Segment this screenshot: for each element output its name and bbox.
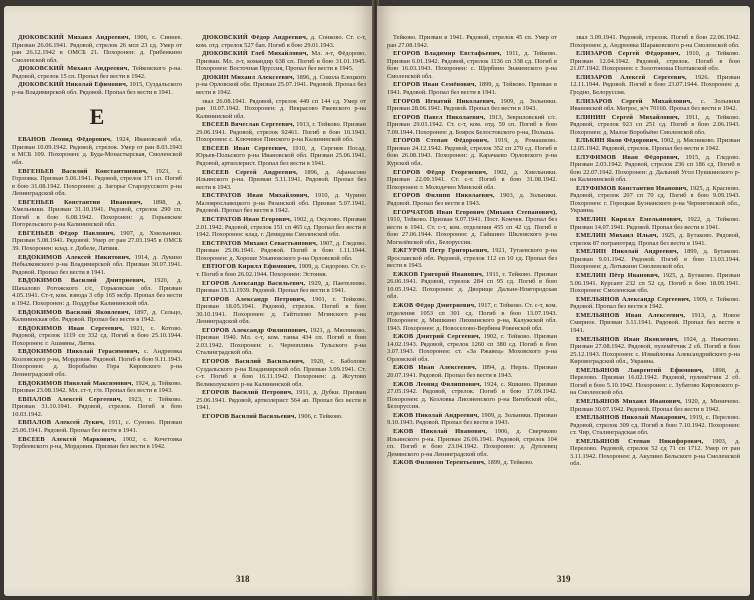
entry-details: 1924, д. Никитино. Призван 27.08.1942. Рядовой, пулемётчик 2 сб. Погиб в бою 25.12.1943. Похоронен: с. Измайловка Александрийского р-на Кировоградской обл., Украина. xyxy=(570,335,740,366)
entry-name: ЕВДОКИМОВ Василий Яковлевич, xyxy=(18,308,131,316)
entry-name: ЕВСТРАТОВ Иван Михайлович, xyxy=(202,192,310,200)
entry-name: ДЮКОВСКИЙ Глеб Михайлович, xyxy=(202,50,309,58)
entry-name: ЕЛУФИМОВ Константин Иванович, xyxy=(576,184,689,192)
entry-details: 1896, д. Афанасово Ильинского р-на. Призван 5.11.1941. Рядовой. Пропал без вести в 1943. xyxy=(196,168,366,191)
entry-details: Тейковского р-на. Рядовой, стрелок 15 сп. Пропал без вести в 1942. xyxy=(12,65,182,80)
memorial-entry xyxy=(196,413,366,421)
entry-details: 1899, д. Бутаково. Призван 9.01.1942. Рядовой. Погиб в бою 13.03.1944. Похоронен: д. Лотыкино Смоленской обл. xyxy=(570,248,740,271)
entry-details: 1902, д. Мясниково. Призван 12.05.1942. Рядовой, стрелок. Пропал без вести в 1942. xyxy=(570,137,740,152)
entry-name: ЕВДОКИМОВ Иван Сергеевич, xyxy=(18,324,124,332)
entry-details: 1907, д. Гледово. Призван 25.06.1941. Рядовой. Погиб в бою 1.11.1944. Похоронен: д. Хороше Ульяновского р-на Орловской обл. xyxy=(196,239,366,262)
memorial-entry xyxy=(12,254,182,277)
entry-details: 1925, д. Красново. Рядовой, стрелок 207 сп 70 сд. Погиб в бою 9.09.1943. Похоронен: г. Гороцкая Буэнанского р-на Черниговской обл., Украина. xyxy=(570,184,740,215)
entry-name: ЕЖКОВ Григорий Иванович, xyxy=(393,270,484,278)
entry-details: с. Андреевка Козловского р-на, Мордовия. Рядовой. Погиб в бою 9.11.1943. Похоронен: д. Воробьёво Гора Кировского р-на Ленинградской обл. xyxy=(12,348,182,378)
memorial-entry xyxy=(387,459,557,467)
memorial-entry xyxy=(387,364,557,379)
entry-name: ЕВПАЛОВ Алексей Лукич, xyxy=(18,419,105,427)
memorial-entry xyxy=(12,168,182,198)
entry-name: ЕЖОВ Иван Алексеевич, xyxy=(393,364,477,372)
entry-name: ЕГОРОВ Василий Васильевич, xyxy=(202,358,305,366)
memorial-entry xyxy=(570,216,740,231)
entry-details: 1902, с. Кочетовка Торбеевского р-на, Мордовия. Призван без вести в 1942. xyxy=(12,435,182,451)
entry-details: 1911, д. Дубки. Призван 25.06.1941. Рядовой, артиллерист 564 ап. Пропал без вести в 1941. xyxy=(196,389,366,412)
memorial-entry xyxy=(387,209,557,247)
entry-name: ЕЛЬКИН Яков Фёдорович, xyxy=(576,137,659,145)
memorial-entry xyxy=(387,428,557,458)
memorial-entry xyxy=(570,414,740,437)
entry-details: 1903, д. Перелово. Рядовой, стрелок 52 сд 71 сп 1712. Умер от ран 3.11.1942. Похоронен: д. Акулино Бельского р-на Смоленской обл. xyxy=(570,437,741,468)
entry-name: ЕГОРОВ Василий Петрович, xyxy=(202,389,293,397)
entry-details: 1902, д. Хмельники. Призван 22.09.1941. Ст. с-т. Погиб в бою 31.08.1942. Похоронен: г. Молодечно Минской обл. xyxy=(387,168,557,191)
entry-details: 1913, г. Тейково. Призван 29.06.1941. Рядовой, стрелок 92461. Погиб в бою 10.1943. Похоронен: с. Ключевое Пинского р-на Калининской обл. xyxy=(196,121,366,144)
entry-name: ЕВСЕЕВ Сергей Андреевич, xyxy=(202,168,298,176)
entry-name: ДЮКОВСКИЙ Михаил Андреевич, xyxy=(18,34,131,41)
memorial-entry xyxy=(387,169,557,192)
memorial-entry xyxy=(570,154,740,184)
entry-name: ЕВГЕНЬЕВ Фёдор Павлович, xyxy=(18,229,116,237)
entry-details: 1924, д. Тейково. Призван 23.08.1942. Мл. ст-т, г/п. Пропал без вести в 1943. xyxy=(12,379,182,395)
memorial-entry xyxy=(570,312,740,335)
entry-name: ЕЛИЗАРОВ Алексей Сергеевич, xyxy=(576,73,687,81)
memorial-entry xyxy=(570,296,740,311)
memorial-entry xyxy=(570,248,740,271)
entry-name: ЕЖОВ Дмитрий Сергеевич, xyxy=(393,333,481,341)
memorial-entry xyxy=(12,325,182,348)
memorial-entry xyxy=(196,169,366,192)
entry-details: 1921, с. Котово. Рядовой, стрелок 1119 сп 332 сд. Погиб в бою 25.10.1944. Похоронен: г. Ашмяны, Литва. xyxy=(12,324,182,347)
memorial-entry xyxy=(196,358,366,388)
entry-name: ЕМЕЛЬЯНОВ Лаврентий Ефимович, xyxy=(576,366,704,374)
entry-details: 1917, г. Тейково. Ст. с-т, ком. отделения 1053 сп 301 сд. Погиб в бою 13.07.1943. Похоронен: д. Мишкино Лихвинского р-на, Калужской обл. 1943. Похоронен: д. Новоселово-Вербина Ровенской обл. xyxy=(387,302,558,332)
memorial-entry xyxy=(570,98,740,113)
entry-details: с. Зольники Ивановской обл. Матрос, в/ч 70160. Пропал без вести в 1942. xyxy=(570,97,740,113)
entry-name: ЕМЕЛИН Пётр Иванович, xyxy=(576,272,660,280)
entry-details: 1907, д. Хмельники. Призван 5.08.1941. Рядовой. Умер от ран 27.03.1945 в ОМСБ 39. Похоронен: клад. г. Добеле, Латвия. xyxy=(12,229,182,252)
entry-name: ЕЛИЗАРОВ Сергей Михайлович, xyxy=(576,97,692,105)
entry-details: 1911, д. Тейково. Рядовой, стрелок 923 сп 251 сд. Погиб в бою 2.06.1943. Похоронен: д. Малое Воробьёво Смоленской обл. xyxy=(570,113,740,136)
memorial-entry xyxy=(570,74,740,97)
entry-details: 1920, д. Миничево. Призван 30.07.1942. Рядовой. Пропал без вести в 1942. xyxy=(570,398,740,413)
entry-name: ЕГОРОВ Александр Петрович, xyxy=(202,295,306,303)
entry-name: ЕГОРОВ Игнатий Николаевич, xyxy=(393,97,496,105)
entry-details: 1909, д. Сидорово. Ст. с-т. Погиб в бою 26.02.1944. Похоронен: Эстония. xyxy=(196,263,366,278)
entry-name: ЕЖОВ Фёдор Дмитриевич, xyxy=(393,302,476,310)
entry-details: 1921, Тутаевского р-на Ярославской обл. Рядовой, стрелок 112 сп 10 сд. Пропал без вести в 1943. xyxy=(387,247,557,270)
entry-name: ЕВДОКИМОВ Василий Дмитриевич, xyxy=(18,277,146,285)
memorial-entry xyxy=(196,50,366,73)
entry-details: 1913, Зевриловский с/с. Призван 29.01.1942. Ст. с-т, ком. отд. 59 сп. Погиб в бою 7.09.1944. Похоронен: д. Боярск Белостокского р-на, Польша. xyxy=(387,113,557,136)
entry-name: ЕГОРОВ Александр Филиппович, xyxy=(202,326,308,334)
entry-details: 1910, д. Сергиев Посад. Юрьев-Польского р-на Ивановской обл. Призван 25.06.1941. Рядовой, артиллерист. Пропал без вести в 1941. xyxy=(196,144,367,167)
entry-details: 1910, Тейково. Призван 9.07.1941. Пост. Комчев. Пропал без вести в 1941. Ст. с-т, ком. отделения 455 сп 42 сд. Погиб в бою 27.06.1944. Похоронен: д. Гайшино Шкловского р-на Могилёвской обл., Белоруссия. xyxy=(387,216,557,246)
memorial-entry xyxy=(387,192,557,207)
memorial-entry xyxy=(196,296,366,326)
memorial-entry xyxy=(387,81,557,96)
entry-details: 1924, Ивановской обл. Призван 10.09.1942. Рядовой, стрелок. Умер от ран 8.03.1943 в МСБ 109. Похоронен: д. Буда-Монастырская, Смоленской обл. xyxy=(12,136,182,166)
memorial-entry xyxy=(12,81,182,96)
entry-name: ЕГОРОВ Павел Николаевич, xyxy=(393,113,486,121)
entry-details: 1902, г. Тейково. Призван 14.02.1943. Рядовой, стрелок 1260 сп 380 сд. Погиб в бою 3.07.1943. Похоронен: ст. «За Ржавец» Моховского р-на Орловской обл. xyxy=(387,333,557,363)
entry-name: ЕМЕЛИН Кирилл Емельянович, xyxy=(576,216,683,223)
entry-details: 1902, д. Окулово. Призван 2.01.1942. Рядовой, стрелок 151 сп 465 сд. Пропал без вести в 1942. Похоронен: клад. г. Демидова Смоленской обл. xyxy=(196,216,366,238)
entry-name: ЕМЕЛЬЯНОВ Иван Яковлевич, xyxy=(576,335,679,343)
entry-details: 1913, д. Новое Смирное. Призван 3.11.1941. Рядовой. Пропал без вести в 1941. xyxy=(570,311,740,334)
memorial-entry xyxy=(387,333,557,363)
entry-details: 1925, д. Бутаково. Рядовой, стрелок 87 погранотряд. Пропал без вести в 1941. xyxy=(570,232,740,247)
entry-name: ЕВДОКИМОВ Алексей Никитович, xyxy=(18,253,131,261)
entry-details: д. Сонково. Ст. с-т, ком. отд. стрелок 527 бап. Погиб в бою 29.01.1943. xyxy=(196,34,366,49)
entry-details: 1898, д. Хмельники. Призван 31.10.1941. Рядовой, стрелок 290 сп. Погиб в бою 6.08.1942. Похоронен: д. Горьевское Погорельского р-на Калининской обл. xyxy=(12,198,183,229)
entry-details: 1924, с. Яшкино. Призван 27.05.1942. Рядовой, стрелок. Погиб в бою 17.09.1942. Похоронен: д. Козловка Лиозненского р-на Витебской обл., Белоруссия. xyxy=(387,380,557,411)
memorial-entry xyxy=(12,309,182,324)
left-column-1 xyxy=(12,34,182,452)
memorial-entry xyxy=(570,438,740,468)
memorial-entry xyxy=(12,34,182,64)
memorial-entry xyxy=(196,216,366,239)
entry-name: ЕЛИЗАРОВ Сергей Фёдорович, xyxy=(576,50,681,58)
memorial-entry xyxy=(570,398,740,413)
entry-name: ЕВДОКИМОВ Николай Максимович, xyxy=(18,379,134,387)
entry-details: 1896, д. Сокола Елецкого р-на Орловской обл. Призван 25.07.1941. Рядовой. Пропал без вести в 1942. xyxy=(196,73,366,96)
memorial-entry xyxy=(12,65,182,80)
memorial-entry xyxy=(570,50,740,73)
memorial-entry xyxy=(387,34,557,49)
entry-details: 1909, д. Зольники. Призван 9.10.1943. Рядовой. Пропал без вести в 1943. xyxy=(387,411,557,427)
entry-name: ЕЛИНИН Сергей Михайлович, xyxy=(576,113,680,121)
entry-name: ЕВСТРАТОВ Михаил Севастьянович, xyxy=(202,239,318,247)
entry-name: ЕВСЕЕВ Алексей Маркович, xyxy=(18,435,117,443)
memorial-entry xyxy=(196,145,366,168)
memorial-entry xyxy=(387,114,557,137)
entry-details: 1911, г. Тейково. Призван 26.06.1941. Рядовой, стрелок 284 сп 95 сд. Погиб в бою 10.05.1942. Похоронен: д. Дворище Дальне-Новгородская обл. xyxy=(387,270,557,301)
memorial-entry xyxy=(570,367,740,397)
memorial-entry xyxy=(570,137,740,152)
entry-details: звал 26.08.1941. Рядовой, стрелок 449 сп 144 сд. Умер от ран 10.07.1942. Похоронен: д. Некрасово Ржевского р-на Калининской обл. xyxy=(196,97,366,120)
memorial-entry xyxy=(196,327,366,357)
entry-name: ЕВДОКИМОВ Николай Герасимович, xyxy=(18,348,140,356)
entry-details: 1923, г. Тейково. Призван 31.10.1941. Рядовой, стрелок. Погиб в бою 10.03.1942. xyxy=(12,395,182,418)
entry-name: ЕВГЕНЬЕВ Василий Константинович, xyxy=(18,167,148,175)
entry-details: 1929, д. Пантелеево. Призван 15.11.1939. Рядовой. Пропал без вести в 1941. xyxy=(196,279,366,295)
memorial-entry xyxy=(387,381,557,411)
memorial-entry xyxy=(570,272,740,295)
entry-details: 1915, Суздальского р-на Владимирской обл. Рядовой. Пропал без вести в 1941. xyxy=(12,81,182,96)
entry-name: ДЮКОВСКИЙ Николай Ефимович, xyxy=(18,81,128,89)
entry-name: ЕГОРЧАТОВ Иван Егорович (Михаил Степанович), xyxy=(393,208,557,216)
section-letter: Е xyxy=(89,104,105,130)
entry-details: 1919, д. Ромашково. Призван 24.12.1942. Рядовой, стрелок 352 сп 270 сд. Погиб в бою 26.08.1943. Похоронен: д. Карачаево Орловского р-на Курской обл. xyxy=(387,137,557,167)
memorial-entry xyxy=(570,336,740,366)
memorial-entry xyxy=(12,277,182,307)
memorial-entry xyxy=(12,396,182,419)
memorial-entry xyxy=(387,271,557,301)
entry-name: ЕМЕЛИН Николай Андреевич, xyxy=(576,248,679,256)
entry-details: 1921, д. Мясниково. Призван 1940. Мл. с-т, ком. танка 434 сп. Погиб в бою 2.03.1942. Похоронен: с. Черноплинь Тульского р-на Сталинградской обл. xyxy=(196,326,367,357)
entry-details: 1899, д. Тейково. Призван в 1941. Рядовой. Пропал без вести в 1941. xyxy=(387,81,557,96)
memorial-entry xyxy=(196,389,366,412)
memorial-entry xyxy=(387,247,557,270)
entry-name: ЕГОРОВ Василий Васильевич, xyxy=(202,413,297,420)
entry-details: 1906, с. Синнее. Призван 26.06.1941. Рядовой, стрелок 26 мсп 23 сд. Умер от ран 26.12.1942 в ОМСБ 21. Похоронен: д. Грибенкино Смоленской обл. xyxy=(12,34,182,64)
entry-name: ЕМЕЛЬЯНОВ Степан Никифорович, xyxy=(576,437,704,445)
entry-details: 1903, д. Зольники. Рядовой. Пропал без вести в 1943. xyxy=(387,192,557,207)
entry-details: Тейково. Призван в 1941. Рядовой, стрелок 45 сп. Умер от ран 27.08.1942. xyxy=(387,34,557,49)
entry-name: ЕЖОВ Филимон Терентьевич, xyxy=(393,459,486,467)
memorial-entry xyxy=(196,280,366,295)
entry-details: 1925, д. Бутаково. Призван 5.06.1941. Курсант 232 сп 52 сд. Погиб в бою 18.09.1941. Похоронен: Смоленская обл. xyxy=(570,272,740,295)
page-number-right: 319 xyxy=(557,574,571,584)
entry-name: ЕВСЕЕВ Иван Сергеевич, xyxy=(202,144,288,152)
memorial-entry xyxy=(387,98,557,113)
entry-details: 1910, д. Тейково. Призван 12.04.1942. Рядовой, стрелок. Погиб в бою 21.07.1942. Похоронен: г. Золотоноша Полтавской обл. xyxy=(570,50,740,73)
entry-details: 1894, д. Нерль. Призван 20.07.1941. Рядовой. Пропал без вести в 1943. xyxy=(387,364,557,379)
memorial-entry xyxy=(387,412,557,427)
memorial-entry xyxy=(12,380,182,395)
memorial-entry xyxy=(570,114,740,137)
memorial-entry xyxy=(12,199,182,229)
memorial-entry xyxy=(387,50,557,80)
entry-details: 1897, д. Сельцо, Калининская обл. Рядовой. Пропал без вести в 1942. xyxy=(12,308,182,323)
entry-details: 1898, д. Перелово. Призван 16.02.1942. Рядовой, пулемётчик 2 сб. Погиб в бою 5.10.1942. Похоронен: с. Зубатово Кировского р-на Смоленской обл. xyxy=(570,366,740,397)
memorial-entry xyxy=(12,230,182,253)
entry-name: ЕЖОВ Николай Андреевич, xyxy=(393,411,480,419)
entry-details: 1926. Призван 12.11.1944. Рядовой. Погиб в бою 23.07.1944. Похоронен: д. Гродно, Белоруссия. xyxy=(570,73,740,96)
memorial-entry xyxy=(196,74,366,97)
memorial-entry xyxy=(12,136,182,166)
entry-name: ЕЛУФИМОВ Иван Фёдорович, xyxy=(576,153,680,161)
entry-details: 1915, д. Гледово. Призван 2.03.1942. Рядовой, стрелок 236 сп 186 сд. Погиб в бою 22.07.1942. Похоронен: д. Дальний Угол Пушкинского р-на Калининской обл. xyxy=(570,153,741,184)
entry-details: 1899, д. Тейково. xyxy=(487,459,534,467)
memorial-entry xyxy=(570,34,740,49)
entry-details: 1909, д. Зольники. Призван 28.06.1941. Рядовой. Пропал без вести в 1943. xyxy=(387,97,557,113)
entry-details: Мл. л-т, Фёдорово. Призван. Мл. л-т, командир 638 сп. Погиб в бою 31.01.1945. Похоронен: Восточная Пруссия, Пропал без вести в 1945. xyxy=(196,50,366,73)
entry-details: 1923, с. Горловка. Призван 5.06.1941. Рядовой, стрелок 171 сп. Погиб в бою 31.08.1942. Похоронен: д. Загорье Старорусского р-на Ленинградской обл. xyxy=(12,167,182,198)
entry-name: ЕГОРОВ Иван Семёнович, xyxy=(393,81,477,89)
right-page xyxy=(377,6,750,596)
memorial-entry xyxy=(570,185,740,215)
entry-name: ЕГОРОВ Фёдор Георгиевич, xyxy=(393,168,488,176)
left-page xyxy=(4,6,374,596)
left-column-2 xyxy=(196,34,366,422)
entry-name: ДЮКОВСКИЙ Фёдор Андреевич, xyxy=(202,34,308,41)
entry-name: ЕГОРОВ Филипп Николаевич, xyxy=(393,192,495,200)
entry-name: ЕВАНОВ Леонид Фёдорович, xyxy=(18,136,112,144)
memorial-entry xyxy=(196,263,366,278)
entry-details: 1909, г. Тейково. Рядовой. Пропал без вести в 1942. xyxy=(570,295,740,311)
entry-name: ЕГОРОВ Степан Фёдорович, xyxy=(393,137,489,145)
entry-name: ЕМЕЛЬЯНОВ Александр Сергеевич, xyxy=(576,295,691,303)
memorial-entry xyxy=(196,240,366,263)
entry-name: ЕЖОВ Николай Иванович, xyxy=(393,428,488,435)
memorial-entry xyxy=(12,419,182,434)
entry-details: 1901, г. Тейково. Призван 18.05.1941. Рядовой, стрелок. Погиб в бою 30.10.1941. Похоронен: д. Гайтолово Мгинского р-на Ленинградской обл. xyxy=(196,295,366,326)
right-column-2 xyxy=(570,34,740,469)
entry-details: 1906, г. Тейково. xyxy=(297,413,343,420)
entry-details: 1922, д. Тейково. Призван 14.07.1941. Рядовой. Пропал без вести в 1941. xyxy=(570,216,740,231)
entry-name: ДЮКИН Михаил Алексеевич, xyxy=(202,73,295,81)
entry-name: ЕГОРОВ Александр Васильевич, xyxy=(202,279,306,287)
entry-name: ЕВГЕНЬЕВ Константин Иванович, xyxy=(18,198,143,206)
entry-details: 1906, д. Сверчково Ильинского р-на. Призван 26.06.1941. Рядовой, стрелок 104 сп. Погиб в бою 23.04.1942. Похоронен: д. Дуплевец Демянского р-на Ленинградской обл. xyxy=(387,428,557,458)
entry-name: ЕМЕЛЬЯНОВ Николай Макарович, xyxy=(576,414,688,422)
memorial-entry xyxy=(196,121,366,144)
entry-details: 1920, д. Шахалово Рогожского с/с, Горьковская обл. Призван 4.05.1941. Ст-т, ком. взвода 3 сбр 165 мсбр. Пропал без вести в 1942. Похоронен: д. Поддубье Калининской обл. xyxy=(12,277,183,307)
page-number-left: 318 xyxy=(236,574,250,584)
entry-name: ДЮКОВСКИЙ Михаил Андреевич, xyxy=(18,65,130,73)
memorial-entry xyxy=(196,192,366,215)
entry-name: ЕВСЕЕВ Вячеслав Сергеевич, xyxy=(202,121,295,129)
right-column-1 xyxy=(387,34,557,468)
entry-name: ЕГОРОВ Владимир Евстафьевич, xyxy=(393,50,502,58)
entry-name: ЕЖОВ Леонид Филиппович, xyxy=(393,380,482,388)
entry-name: ЕМЕЛИН Михаил Ильич, xyxy=(576,232,659,240)
entry-details: звал 3.09.1941. Рядовой, стрелок. Погиб в бою 22.06.1942. Похоронен: д. Андреевка Шараковского р-на Смоленской обл. xyxy=(570,34,740,49)
entry-details: 1914, д. Лукино Небылковского р-на Владимирской обл. Призван 30.07.1941. Рядовой. Пропал без вести в 1941. xyxy=(12,253,182,276)
entry-name: ЕВТЮГОВ Кирилл Ефимович, xyxy=(202,263,297,271)
memorial-entry xyxy=(387,137,557,167)
memorial-entry xyxy=(196,34,366,49)
entry-details: 1910, д. Чурино Малоярославецкого р-на Рязанской обл. Призван 5.07.1941. Рядовой. Пропал без вести в 1942. xyxy=(196,192,366,215)
entry-name: ЕВПАЛОВ Алексей Сергеевич, xyxy=(18,395,123,403)
memorial-entry xyxy=(12,436,182,451)
entry-name: ЕМЕЛЬЯНОВ Иван Алексеевич, xyxy=(576,311,686,319)
entry-details: 1911, с. Суново. Призван 25.06.1941. Рядовой. Пропал без вести в 1941. xyxy=(12,419,182,434)
memorial-entry xyxy=(387,302,557,332)
entry-name: ЕВСТРАТОВ Иван Егорович, xyxy=(202,216,292,223)
entry-details: 1920, с. Баболово Суздальского р-на Владимирской обл. Призван 3.09.1941. Ст. с-т. Погиб в бою 16.11.1942. Похоронен: д. Жгутово Великолукского р-на Калининской обл. xyxy=(196,358,366,388)
memorial-entry xyxy=(570,232,740,247)
entry-name: ЕЖГУРОВ Петр Григорьевич, xyxy=(393,247,489,255)
entry-details: 1911, д. Тейково. Призван 6.01.1942. Рядовой, стрелок 1136 сп 338 сд. Погиб в бою 16.03.1943. Похоронен: с. Щербино Знаменского р-на Смоленской обл. xyxy=(387,50,557,80)
entry-details: 1919, с. Перелово. Рядовой, стрелок 309 сд. Погиб в бою 7.10.1942. Похоронен: ст. Чир, Сталинградская обл. xyxy=(570,414,740,437)
memorial-entry xyxy=(12,348,182,378)
memorial-entry xyxy=(196,98,366,121)
entry-name: ЕМЕЛЬЯНОВ Михаил Иванович, xyxy=(576,398,682,405)
